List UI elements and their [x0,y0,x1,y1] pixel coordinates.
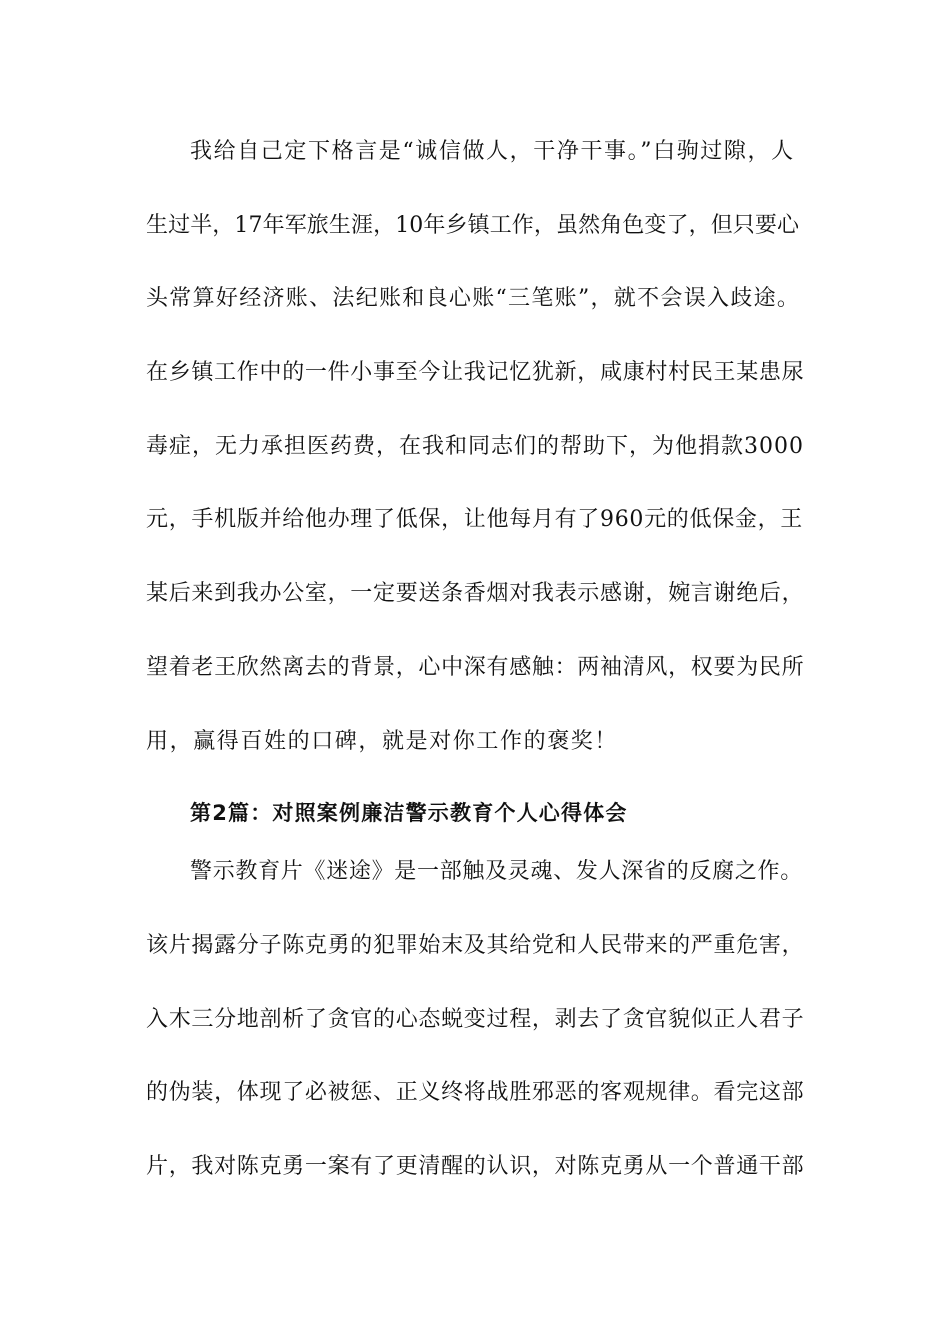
paragraph-line: 望着老王欣然离去的背景，心中深有感触：两袖清风，权要为民所 [146,655,805,680]
paragraph-line: 的伪装，体现了必被惩、正义终将战胜邪恶的客观规律。看完这部 [146,1080,805,1105]
paragraph-line: 警示教育片《迷途》是一部触及灵魂、发人深省的反腐之作。 [190,859,803,884]
section-heading: 第2篇：对照案例廉洁警示教育个人心得体会 [190,801,628,825]
paragraph-line: 在乡镇工作中的一件小事至今让我记忆犹新，咸康村村民王某患尿 [146,360,805,385]
paragraph-line: 某后来到我办公室，一定要送条香烟对我表示感谢，婉言谢绝后， [146,581,805,606]
paragraph-line: 片，我对陈克勇一案有了更清醒的认识，对陈克勇从一个普通干部 [146,1154,805,1179]
paragraph-line: 生过半，17年军旅生涯，10年乡镇工作，虽然角色变了，但只要心 [146,213,800,238]
paragraph-line: 元，手机版并给他办理了低保，让他每月有了960元的低保金，王 [146,507,803,532]
paragraph-line: 该片揭露分子陈克勇的犯罪始末及其给党和人民带来的严重危害， [146,933,805,958]
paragraph-line: 我给自己定下格言是“诚信做人，干净干事。”白驹过隙，人 [190,139,795,164]
paragraph-line: 头常算好经济账、法纪账和良心账“三笔账”，就不会误入歧途。 [146,286,801,311]
paragraph-line: 用，赢得百姓的口碑，就是对你工作的褒奖！ [146,729,619,754]
paragraph-line: 入木三分地剖析了贪官的心态蜕变过程，剥去了贪官貌似正人君子 [146,1007,805,1032]
paragraph-line: 毒症，无力承担医药费，在我和同志们的帮助下，为他捐款3000 [146,434,804,459]
